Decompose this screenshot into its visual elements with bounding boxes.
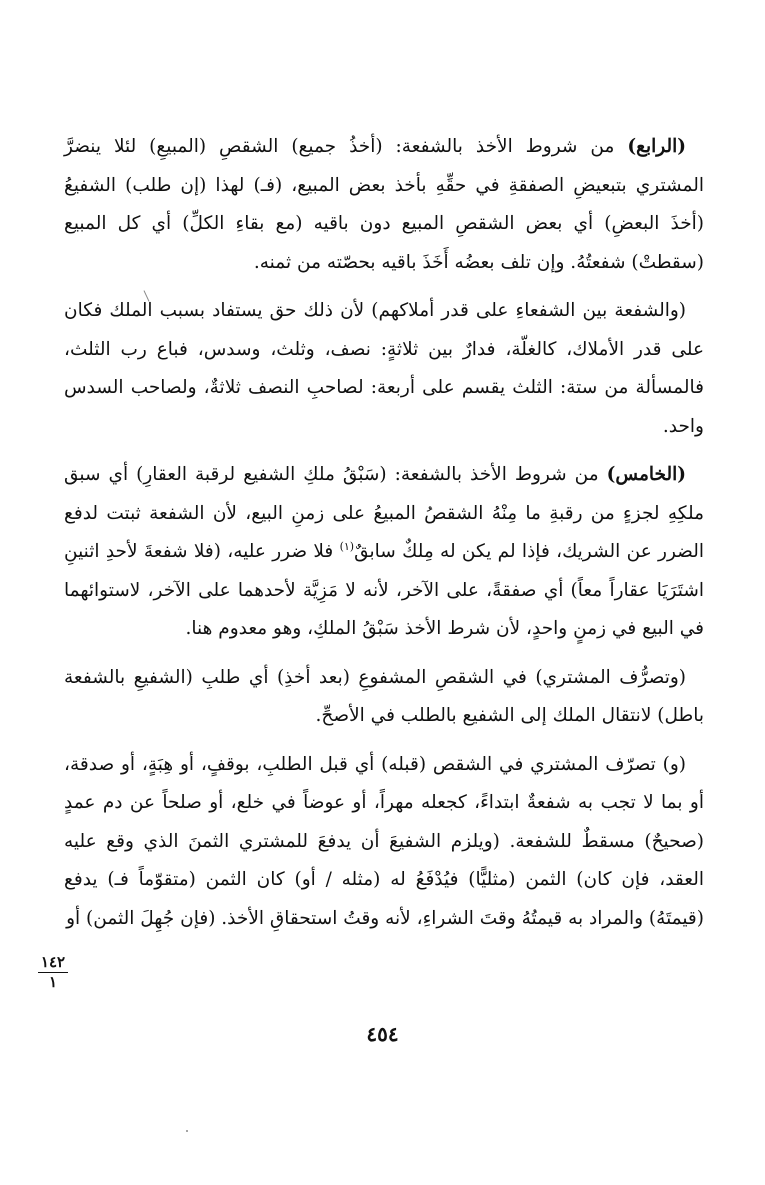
paragraph-text: فلا ضرر عليه، (فلا شفعةَ لأحدِ اثنينِ اشتَرَيَا عقاراً معاً) أي صفقةً، على الآخر، لأنه لا مَزِيَّة لأحدهما على الآخر، لاستوائهما في البيع في زمنٍ واحدٍ، لأن شرط الأخذ سَبْقُ الملكِ، وهو معدوم هنا.: [64, 541, 704, 639]
body-text: [64, 128, 704, 938]
paragraph-shares: [64, 292, 704, 446]
margin-folio-side: ١: [48, 973, 58, 991]
paragraph-fifth-condition: [64, 456, 704, 649]
paragraph-text: (وتصرُّف المشتري) في الشقصِ المشفوعِ (بعد أخذِ) أي طلبِ (الشفيعِ بالشفعة باطل) لانتقال الملك إلى الشفيع بالطلب في الأصحِّ.: [64, 666, 704, 726]
paragraph-text: (و) تصرّف المشتري في الشقص (قبله) أي قبل الطلبِ، بوقفٍ، أو هِبَةٍ، أو صدقة، أو بما لا تجب به شفعةٌ ابتداءً، كجعله مهراً، أو عوضاً في خلع، أو صلحاً عن دم عمدٍ (صحيحٌ) مسقطٌ للشفعة. (ويلزم الشفيعَ أن يدفعَ للمشتري الثمنَ الذي وقع عليه العقد، فإن كان) الثمن (مثليًّا) فيُدْفَعُ له (مثله / أو) كان الثمن (متقوّماً فـ) يدفع (قيمتَهُ) والمراد به قيمتُهُ وقتَ الشراءِ، لأنه وقتُ استحقاقِ الأخذ. (فإن جُهِلَ الثمن) أو: [64, 753, 704, 929]
paragraph-fourth-condition: [64, 128, 704, 282]
paragraph-text: (والشفعة بين الشفعاءِ على قدر أملاكهم) لأن ذلك حق يستفاد بسبب الملك فكان على قدر الأملاك، كالغلّة، فدارٌ بين ثلاثةٍ: نصف، وثلث، وسدس، فباع رب الثلث، فالمسألة من ستة: الثلث يقسم على أربعة: لصاحبِ النصف ثلاثةٌ، ولصاحب السدس واحد.: [64, 300, 704, 437]
paragraph-text: من شروط الأخذ بالشفعة: (سَبْقُ ملكِ الشفيع لرقبة العقارِ) أي سبق ملكِهِ لجزءٍ من رقبةِ ما مِنْهُ الشقصُ المبيعُ على زمنِ البيع، لأن الشفعة ثبتت لدفع الضرر عن الشريك، فإذا لم يكن له مِلكٌ سابقٌ: [64, 464, 704, 562]
heading-fifth: (الخامس): [606, 464, 686, 485]
paragraph-buyer-before: [64, 746, 704, 939]
margin-folio-number: ١٤٢: [38, 955, 68, 973]
paragraph-text: من شروط الأخذ بالشفعة: (أخذُ جميع) الشقصِ (المبيعِ) لئلا ينضرَّ المشتري بتبعيضِ الصفقةِ في حقِّهِ بأخذ بعض المبيع، (فـ) لهذا (إن طلب) الشفيعُ (أخذَ البعضِ) أي بعض الشقصِ المبيع دون باقيه (مع بقاءِ الكلِّ) أي كل المبيع (سقطتْ) شفعتُهُ. وإن تلف بعضُه أَخَذَ باقيه بحصّته من ثمنه.: [64, 136, 704, 273]
page-number: ٤٥٤: [366, 1022, 399, 1046]
heading-fourth: (الرابع): [627, 136, 686, 157]
footnote-marker[interactable]: (١): [339, 539, 355, 553]
paragraph-buyer-after: [64, 659, 704, 736]
scan-speck: [186, 1130, 188, 1132]
margin-manuscript-reference: [38, 955, 68, 990]
